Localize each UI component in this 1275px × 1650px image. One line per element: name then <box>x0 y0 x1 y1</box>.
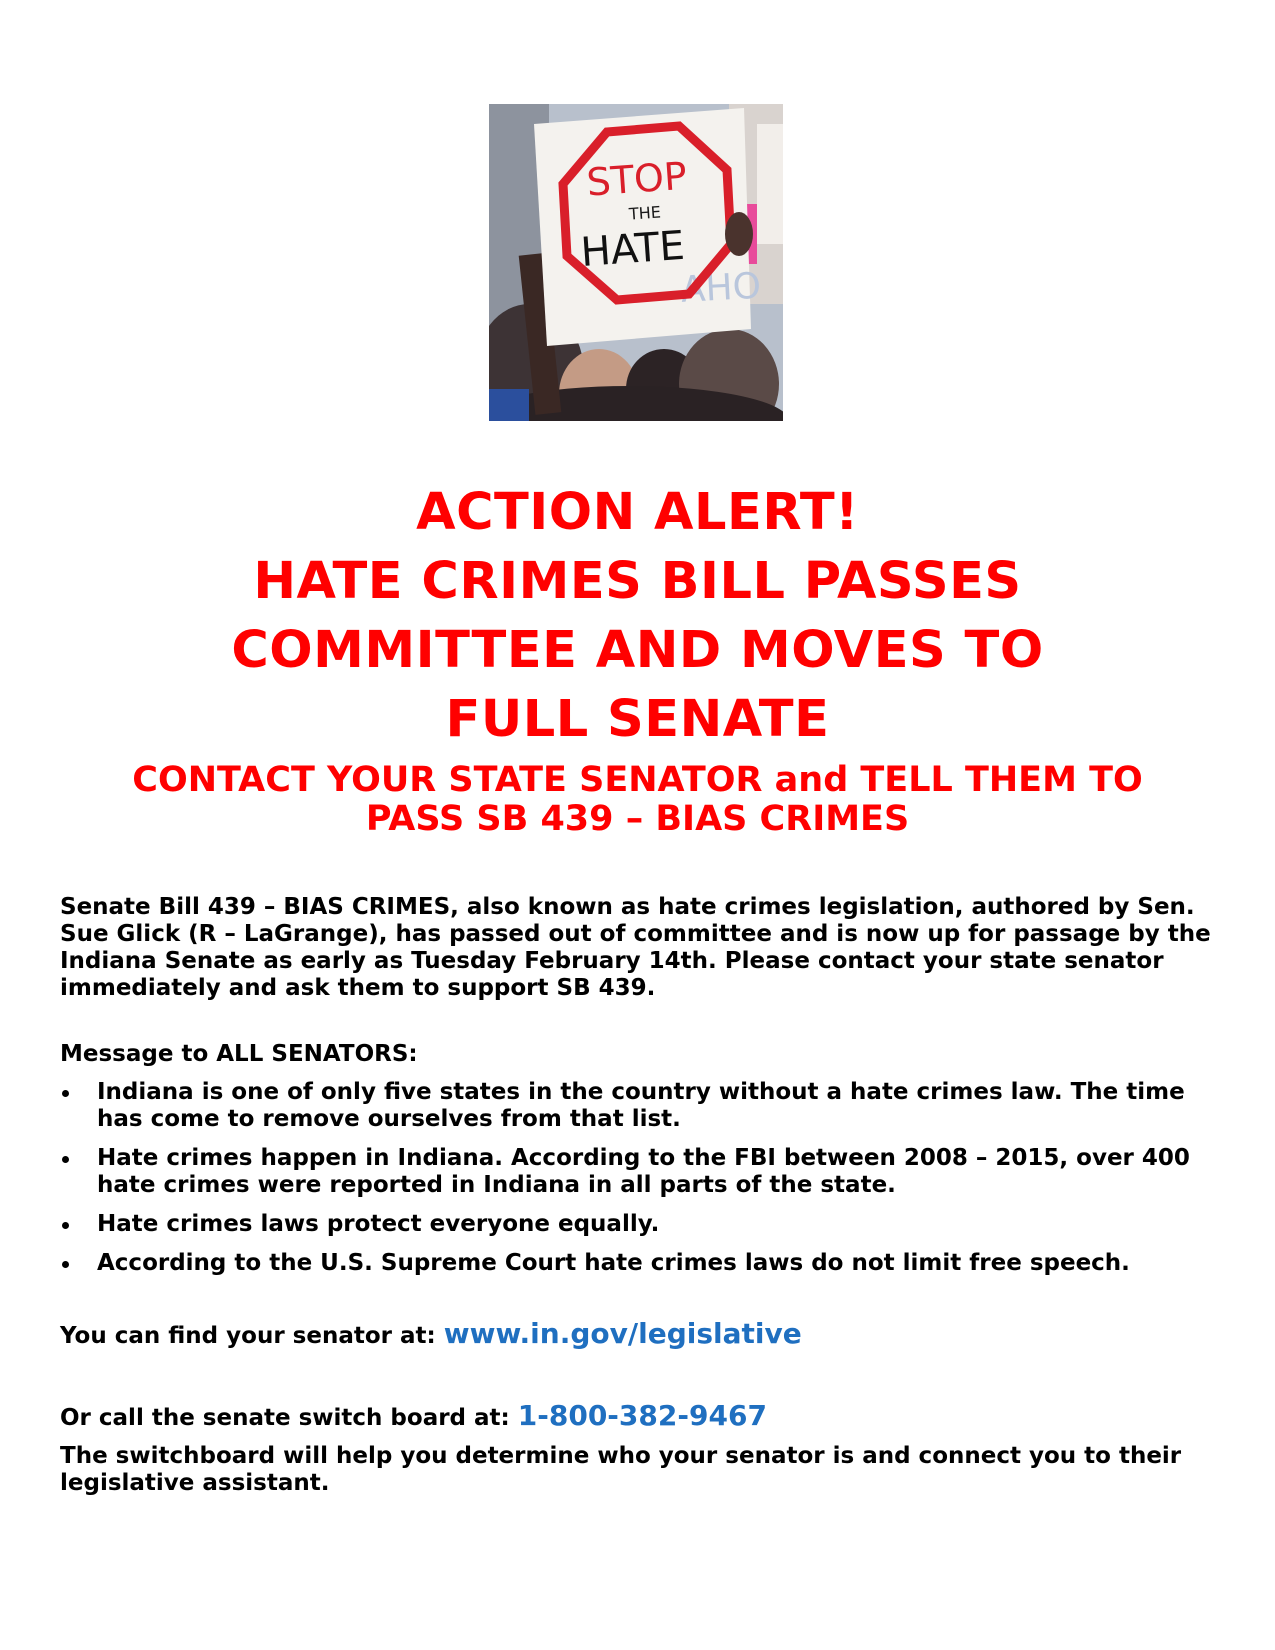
bullet-text: According to the U.S. Supreme Court hate crimes laws do not limit free speech. <box>97 1250 1130 1276</box>
message-heading: Message to ALL SENATORS: <box>60 1041 418 1067</box>
bullet-icon <box>62 1090 69 1097</box>
sign-text-stop: STOP <box>585 153 689 205</box>
switchboard-phone-link[interactable]: 1-800-382-9467 <box>517 1399 767 1432</box>
bullet-text: Hate crimes happen in Indiana. According to the FBI between 2008 – 2015, over 400 hate crimes were reported in Indiana in all parts of the state. <box>97 1145 1190 1198</box>
subheadline-line: PASS SB 439 – BIAS CRIMES <box>365 799 910 839</box>
subheadline-line: CONTACT YOUR STATE SENATOR and TELL THEM TO <box>132 760 1143 800</box>
intro-paragraph: Senate Bill 439 – BIAS CRIMES, also known as hate crimes legislation, authored by Sen. Sue Glick (R – LaGrange), has passed out of committee and is now up for passage by the Indiana Senate as early as Tuesday February 14th. Please contact your state senator immediately and ask them to support SB 439. <box>60 894 1211 1001</box>
list-item <box>60 1145 1220 1199</box>
list-item <box>60 1079 1220 1133</box>
stop-the-hate-photo <box>489 104 783 421</box>
legislative-website-link[interactable]: www.in.gov/legislative <box>443 1317 802 1350</box>
headline-line: ACTION ALERT! <box>416 483 859 542</box>
bullet-icon <box>62 1261 69 1268</box>
svg-text:AHO: AHO <box>679 265 762 311</box>
headline-line: COMMITTEE AND MOVES TO <box>231 621 1044 680</box>
bullet-icon <box>62 1156 69 1163</box>
find-senator-label: You can find your senator at: <box>60 1323 444 1349</box>
bullet-icon <box>62 1222 69 1229</box>
switchboard-note: The switchboard will help you determine who your senator is and connect you to their legislative assistant. <box>60 1443 1182 1496</box>
headline-line: HATE CRIMES BILL PASSES <box>253 552 1022 611</box>
bullet-text: Indiana is one of only five states in the country without a hate crimes law. The time has come to remove ourselves from that list. <box>97 1079 1185 1132</box>
sign-text-the: THE <box>628 202 662 224</box>
subheadline <box>0 761 1275 839</box>
find-senator-line <box>60 1317 1220 1350</box>
bullet-text: Hate crimes laws protect everyone equally. <box>97 1211 660 1237</box>
sign-text-hate: HATE <box>579 222 687 277</box>
headline-line: FULL SENATE <box>445 690 830 749</box>
headline <box>0 478 1275 754</box>
list-item <box>60 1211 1220 1238</box>
call-label: Or call the senate switch board at: <box>60 1405 518 1431</box>
message-bullet-list <box>60 1079 1220 1289</box>
list-item <box>60 1250 1220 1277</box>
call-switchboard-line <box>60 1399 1220 1432</box>
